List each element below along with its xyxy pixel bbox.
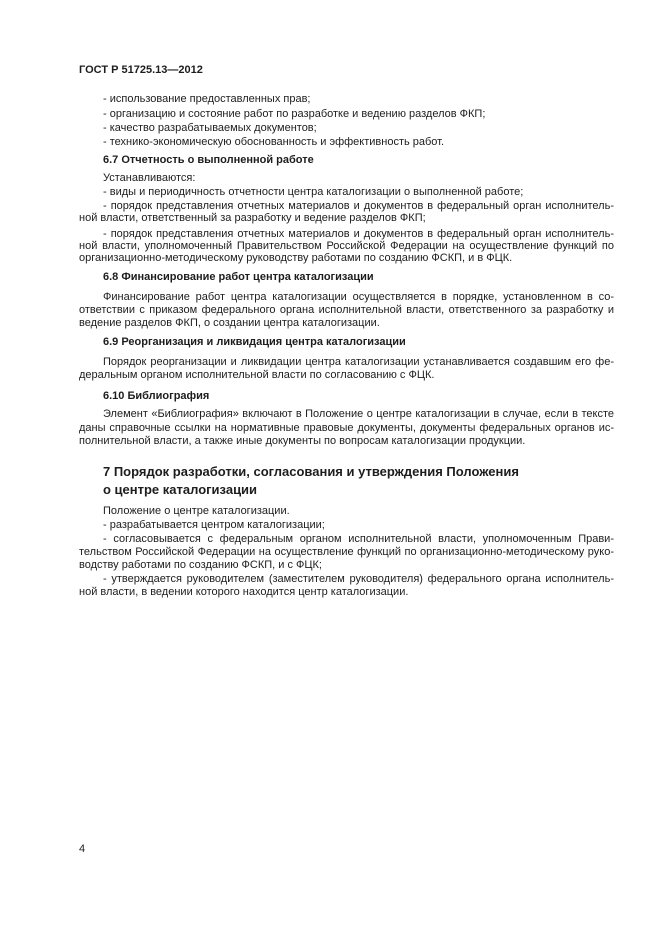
paragraph-line: ной власти, ответственный за разработку и ведение разделов ФКП;	[79, 212, 426, 224]
paragraph-line: даны справочные ссылки на нормативные правовые документы, документы федеральных органов ис-	[79, 422, 614, 434]
document-code: ГОСТ Р 51725.13—2012	[79, 64, 203, 76]
paragraph-line: деральным органом исполнительной власти по согласованию с ФЦК.	[79, 369, 435, 381]
paragraph-line: Финансирование работ центра каталогизации осуществляется в порядке, установленном в со-	[103, 291, 614, 303]
paragraph-line: - порядок представления отчетных материалов и документов в федеральный орган исполнитель-	[103, 200, 614, 212]
paragraph-line: полнительной власти, а также иные документы по вопросам каталогизации продукции.	[79, 435, 526, 447]
list-item: - технико-экономическую обоснованность и эффективность работ.	[103, 136, 445, 148]
paragraph-line: ответствии с приказом федерального органа исполнительной власти, ответственного за разработку и	[79, 304, 614, 316]
paragraph-line: - утверждается руководителем (заместителем руководителя) федерального органа исполнитель-	[103, 573, 614, 585]
section-title: о центре каталогизации	[103, 482, 258, 497]
list-item: - использование предоставленных прав;	[103, 93, 311, 105]
list-item: - качество разрабатываемых документов;	[103, 122, 317, 134]
paragraph-line: ной власти, уполномоченный Правительством Российской Федерации на осуществление функций по	[79, 240, 614, 252]
page-number: 4	[79, 843, 86, 855]
section-heading: 6.10 Библиография	[103, 390, 210, 402]
paragraph-line: ведение разделов ФКП, о создании центра каталогизации.	[79, 317, 380, 329]
paragraph-line: - порядок представления отчетных материалов и документов в федеральный орган исполнитель-	[103, 228, 614, 240]
section-heading: 6.9 Реорганизация и ликвидация центра каталогизации	[103, 336, 406, 348]
paragraph-line: Порядок реорганизации и ликвидации центра каталогизации устанавливается создавшим его фе-	[103, 356, 614, 368]
section-heading: 6.7 Отчетность о выполненной работе	[103, 154, 314, 166]
paragraph-line: ной власти, в ведении которого находится центр каталогизации.	[79, 586, 409, 598]
paragraph-line: - согласовывается с федеральным органом исполнительной власти, уполномоченным Прави-	[103, 533, 614, 545]
paragraph-line: тельством Российской Федерации на осуществление функций по организационно-методическому руко-	[79, 546, 614, 558]
paragraph-line: - виды и периодичность отчетности центра каталогизации о выполненной работе;	[103, 186, 524, 198]
list-item: - организацию и состояние работ по разработке и ведению разделов ФКП;	[103, 108, 486, 120]
paragraph-line: организационно-методическому руководству работами по созданию ФСКП, и в ФЦК.	[79, 252, 513, 264]
paragraph-line: Положение о центре каталогизации.	[103, 505, 290, 517]
paragraph-line: водству работами по созданию ФСКП, и с ФЦК;	[79, 559, 322, 571]
paragraph-line: Элемент «Библиография» включают в Положение о центре каталогизации в случае, если в тексте	[103, 408, 614, 420]
paragraph-line: - разрабатывается центром каталогизации;	[103, 519, 325, 531]
section-title: 7 Порядок разработки, согласования и утверждения Положения	[103, 464, 519, 479]
paragraph-line: Устанавливаются:	[103, 172, 196, 184]
section-heading: 6.8 Финансирование работ центра каталогизации	[103, 271, 374, 283]
